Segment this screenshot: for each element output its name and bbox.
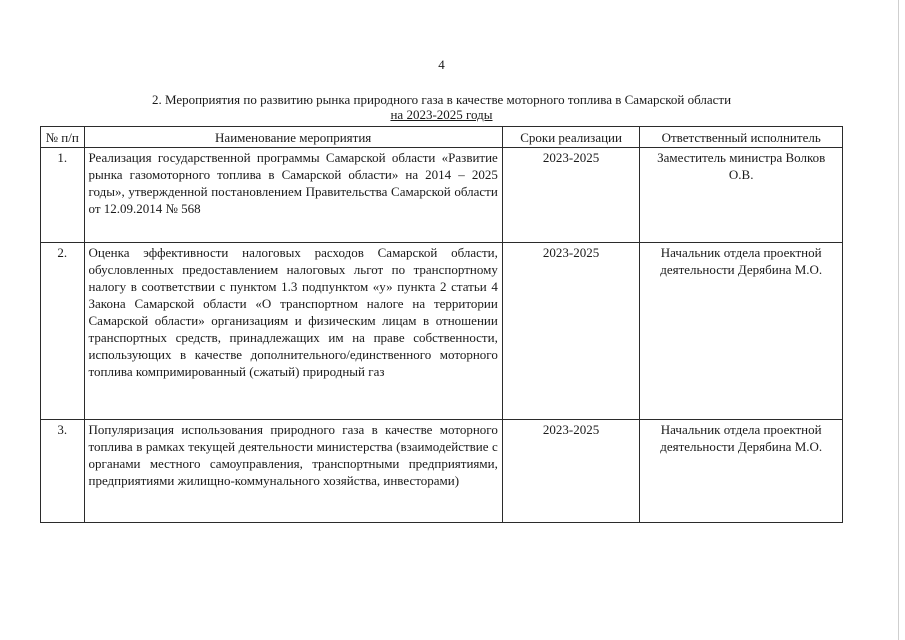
row-term: 2023-2025 <box>502 420 640 523</box>
row-term: 2023-2025 <box>502 148 640 243</box>
section-title-line1: 2. Мероприятия по развитию рынка природного газа в качестве моторного топлива в Самарской области <box>151 92 732 107</box>
table-header-row <box>41 127 843 148</box>
section-title-line2: на 2023-2025 годы <box>390 107 493 122</box>
row-responsible: Начальник отдела проектной деятельности Дерябина М.О. <box>640 420 843 523</box>
measures-table <box>40 126 843 523</box>
row-responsible: Начальник отдела проектной деятельности Дерябина М.О. <box>640 243 843 420</box>
row-num: 3. <box>41 420 85 523</box>
section-title <box>40 92 843 122</box>
row-num: 1. <box>41 148 85 243</box>
header-responsible: Ответственный исполнитель <box>640 127 843 148</box>
header-num: № п/п <box>41 127 85 148</box>
row-num: 2. <box>41 243 85 420</box>
scan-edge-line <box>898 0 899 640</box>
row-name: Реализация государственной программы Самарской области «Развитие рынка газомоторного топлива в Самарской области» на 2014 – 2025 годы», утвержденной постановлением Правительства Самарской области от 12.09.2014 № 568 <box>84 148 502 243</box>
table-row <box>41 148 843 243</box>
row-term: 2023-2025 <box>502 243 640 420</box>
row-name: Популяризация использования природного газа в качестве моторного топлива в рамках текущей деятельности министерства (взаимодействие с органами местного самоуправления, транспортными предприятиями, предприятиями жилищно-коммунального хозяйства, инвесторами) <box>84 420 502 523</box>
table-row <box>41 243 843 420</box>
header-name: Наименование мероприятия <box>84 127 502 148</box>
table-row <box>41 420 843 523</box>
row-responsible: Заместитель министра Волков О.В. <box>640 148 843 243</box>
page-number: 4 <box>438 57 445 72</box>
row-name: Оценка эффективности налоговых расходов Самарской области, обусловленных предоставлением налоговых льгот по транспортному налогу в соответствии с пунктом 1.3 подпунктом «у» пункта 2 статьи 4 Закона Самарской области «О транспортном налоге на территории Самарской области» организациям и физическим лицам в отношении транспортных средств, принадлежащих им на праве собственности, использующих в качестве дополнительного/единственного моторного топлива компримированный (сжатый) природный газ <box>84 243 502 420</box>
header-term: Сроки реализации <box>502 127 640 148</box>
